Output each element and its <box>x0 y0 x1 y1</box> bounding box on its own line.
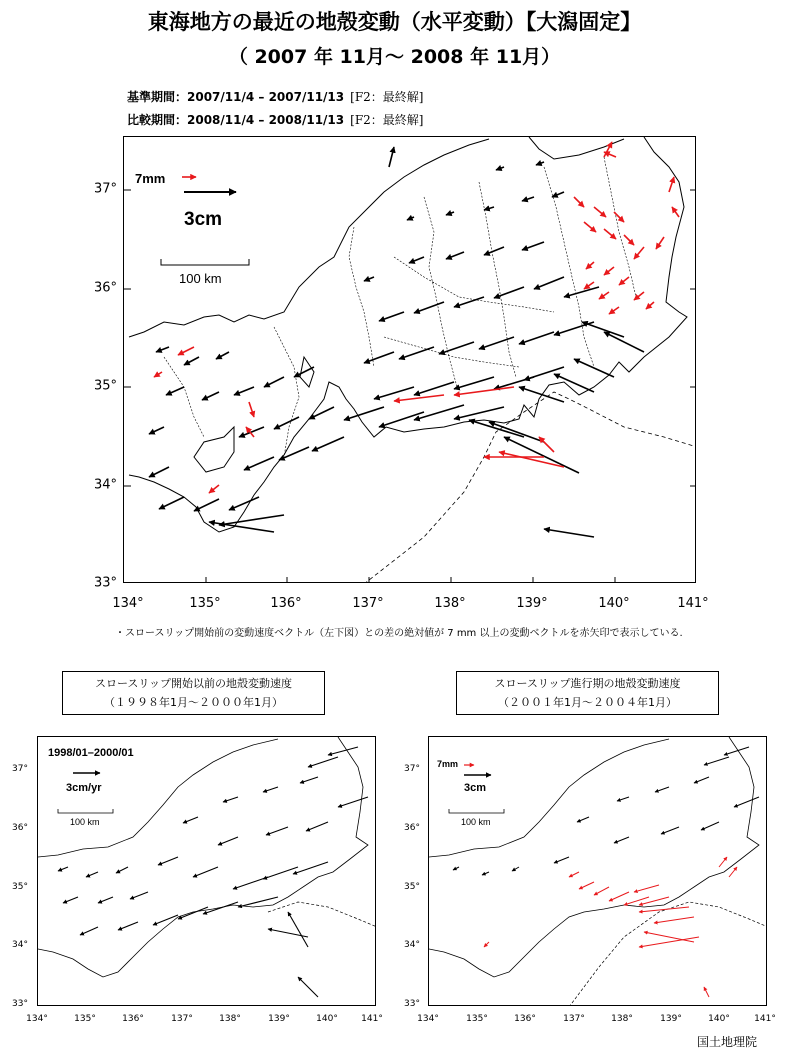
footnote: ・スロースリップ開始前の変動速度ベクトル（左下図）との差の絶対値が 7 mm 以上の変動ベクトルを赤矢印で表示している. <box>115 628 683 639</box>
right-scale-bar <box>449 809 504 813</box>
trench-line <box>364 392 696 583</box>
comparison-period-label: 比較期間：2008/11/4 – 2008/11/13 <box>127 113 345 127</box>
x-tick-136: 136° <box>270 596 302 611</box>
left-legend-period: 1998/01–2000/01 <box>48 747 134 759</box>
scale-label: 100 km <box>179 271 222 286</box>
left-y-tick-37: 37° <box>12 764 28 774</box>
left-x-tick-141: 141° <box>361 1014 383 1024</box>
right-x-tick-139: 139° <box>660 1014 682 1024</box>
x-tick-138: 138° <box>434 596 466 611</box>
left-x-tick-140: 140° <box>316 1014 338 1024</box>
right-panel-header <box>456 671 719 715</box>
right-red-vectors <box>484 857 737 997</box>
left-y-tick-36: 36° <box>12 823 28 833</box>
left-velocity-vectors <box>58 747 368 997</box>
left-legend-unit: 3cm/yr <box>66 782 102 794</box>
right-x-tick-141: 141° <box>754 1014 776 1024</box>
base-period <box>127 88 423 105</box>
left-x-tick-139: 139° <box>268 1014 290 1024</box>
left-x-tick-137: 137° <box>171 1014 193 1024</box>
right-trench <box>569 902 767 1006</box>
right-x-tick-136: 136° <box>514 1014 536 1024</box>
x-tick-141: 141° <box>677 596 709 611</box>
right-coastline <box>429 737 759 977</box>
right-x-tick-140: 140° <box>708 1014 730 1024</box>
right-y-tick-34: 34° <box>404 940 420 950</box>
right-legend-red-label: 7mm <box>437 759 459 769</box>
main-map-ticks <box>124 190 696 583</box>
slip-period-velocity-map <box>428 736 767 1006</box>
right-x-tick-134: 134° <box>417 1014 439 1024</box>
map-subtitle: （ 2007 年 11月～ 2008 年 11月） <box>228 46 561 68</box>
right-panel-header-line1: スロースリップ進行期の地殻変動速度 <box>494 677 681 690</box>
base-period-label: 基準期間：2007/11/4 – 2007/11/13 <box>127 90 345 104</box>
left-scale-label: 100 km <box>70 817 100 827</box>
x-tick-135: 135° <box>189 596 221 611</box>
black-displacement-vectors <box>149 147 644 537</box>
red-displacement-vectors <box>154 142 679 493</box>
left-scale-bar <box>58 809 113 813</box>
left-x-tick-134: 134° <box>26 1014 48 1024</box>
y-tick-34: 34° <box>93 477 117 493</box>
left-panel-header-line1: スロースリップ開始以前の地殻変動速度 <box>94 677 292 690</box>
x-tick-134: 134° <box>112 596 144 611</box>
left-x-tick-138: 138° <box>219 1014 241 1024</box>
pre-slip-velocity-map <box>37 736 376 1006</box>
japan-coastline <box>129 137 687 532</box>
x-tick-140: 140° <box>598 596 630 611</box>
left-x-tick-135: 135° <box>74 1014 96 1024</box>
y-tick-36: 36° <box>93 280 117 296</box>
right-y-tick-35: 35° <box>404 882 420 892</box>
left-y-tick-33: 33° <box>12 999 28 1009</box>
prefecture-borders <box>164 157 636 457</box>
main-displacement-map <box>123 136 696 583</box>
right-legend-black-label: 3cm <box>464 782 487 794</box>
base-solution: [F2：最終解] <box>350 90 424 104</box>
y-tick-37: 37° <box>93 181 117 197</box>
left-panel-header <box>62 671 325 715</box>
right-panel-header-line2: （２００１年1月～２００４年1月） <box>498 696 677 709</box>
right-y-tick-37: 37° <box>404 764 420 774</box>
right-x-tick-137: 137° <box>563 1014 585 1024</box>
right-y-tick-33: 33° <box>404 999 420 1009</box>
y-tick-33: 33° <box>93 575 117 591</box>
lake-biwa-outline <box>194 427 234 472</box>
comparison-solution: [F2：最終解] <box>350 113 424 127</box>
left-panel-header-line2: （１９９８年1月～２０００年1月） <box>104 696 283 709</box>
right-scale-label: 100 km <box>461 817 491 827</box>
scale-bar <box>161 259 249 265</box>
right-x-tick-135: 135° <box>466 1014 488 1024</box>
left-x-tick-136: 136° <box>122 1014 144 1024</box>
left-y-tick-35: 35° <box>12 882 28 892</box>
left-y-tick-34: 34° <box>12 940 28 950</box>
x-tick-137: 137° <box>352 596 384 611</box>
ise-bay-outline <box>300 357 314 387</box>
credit: 国土地理院 <box>697 1035 758 1049</box>
right-black-vectors <box>453 747 759 875</box>
y-tick-35: 35° <box>93 378 117 394</box>
left-trench <box>268 902 376 927</box>
legend-red-label: 7mm <box>135 171 166 186</box>
x-tick-139: 139° <box>516 596 548 611</box>
right-y-tick-36: 36° <box>404 823 420 833</box>
right-x-tick-138: 138° <box>611 1014 633 1024</box>
comparison-period <box>127 111 423 128</box>
map-title: 東海地方の最近の地殻変動（水平変動）【大潟固定】 <box>147 10 642 34</box>
legend-black-label: 3cm <box>184 209 223 230</box>
